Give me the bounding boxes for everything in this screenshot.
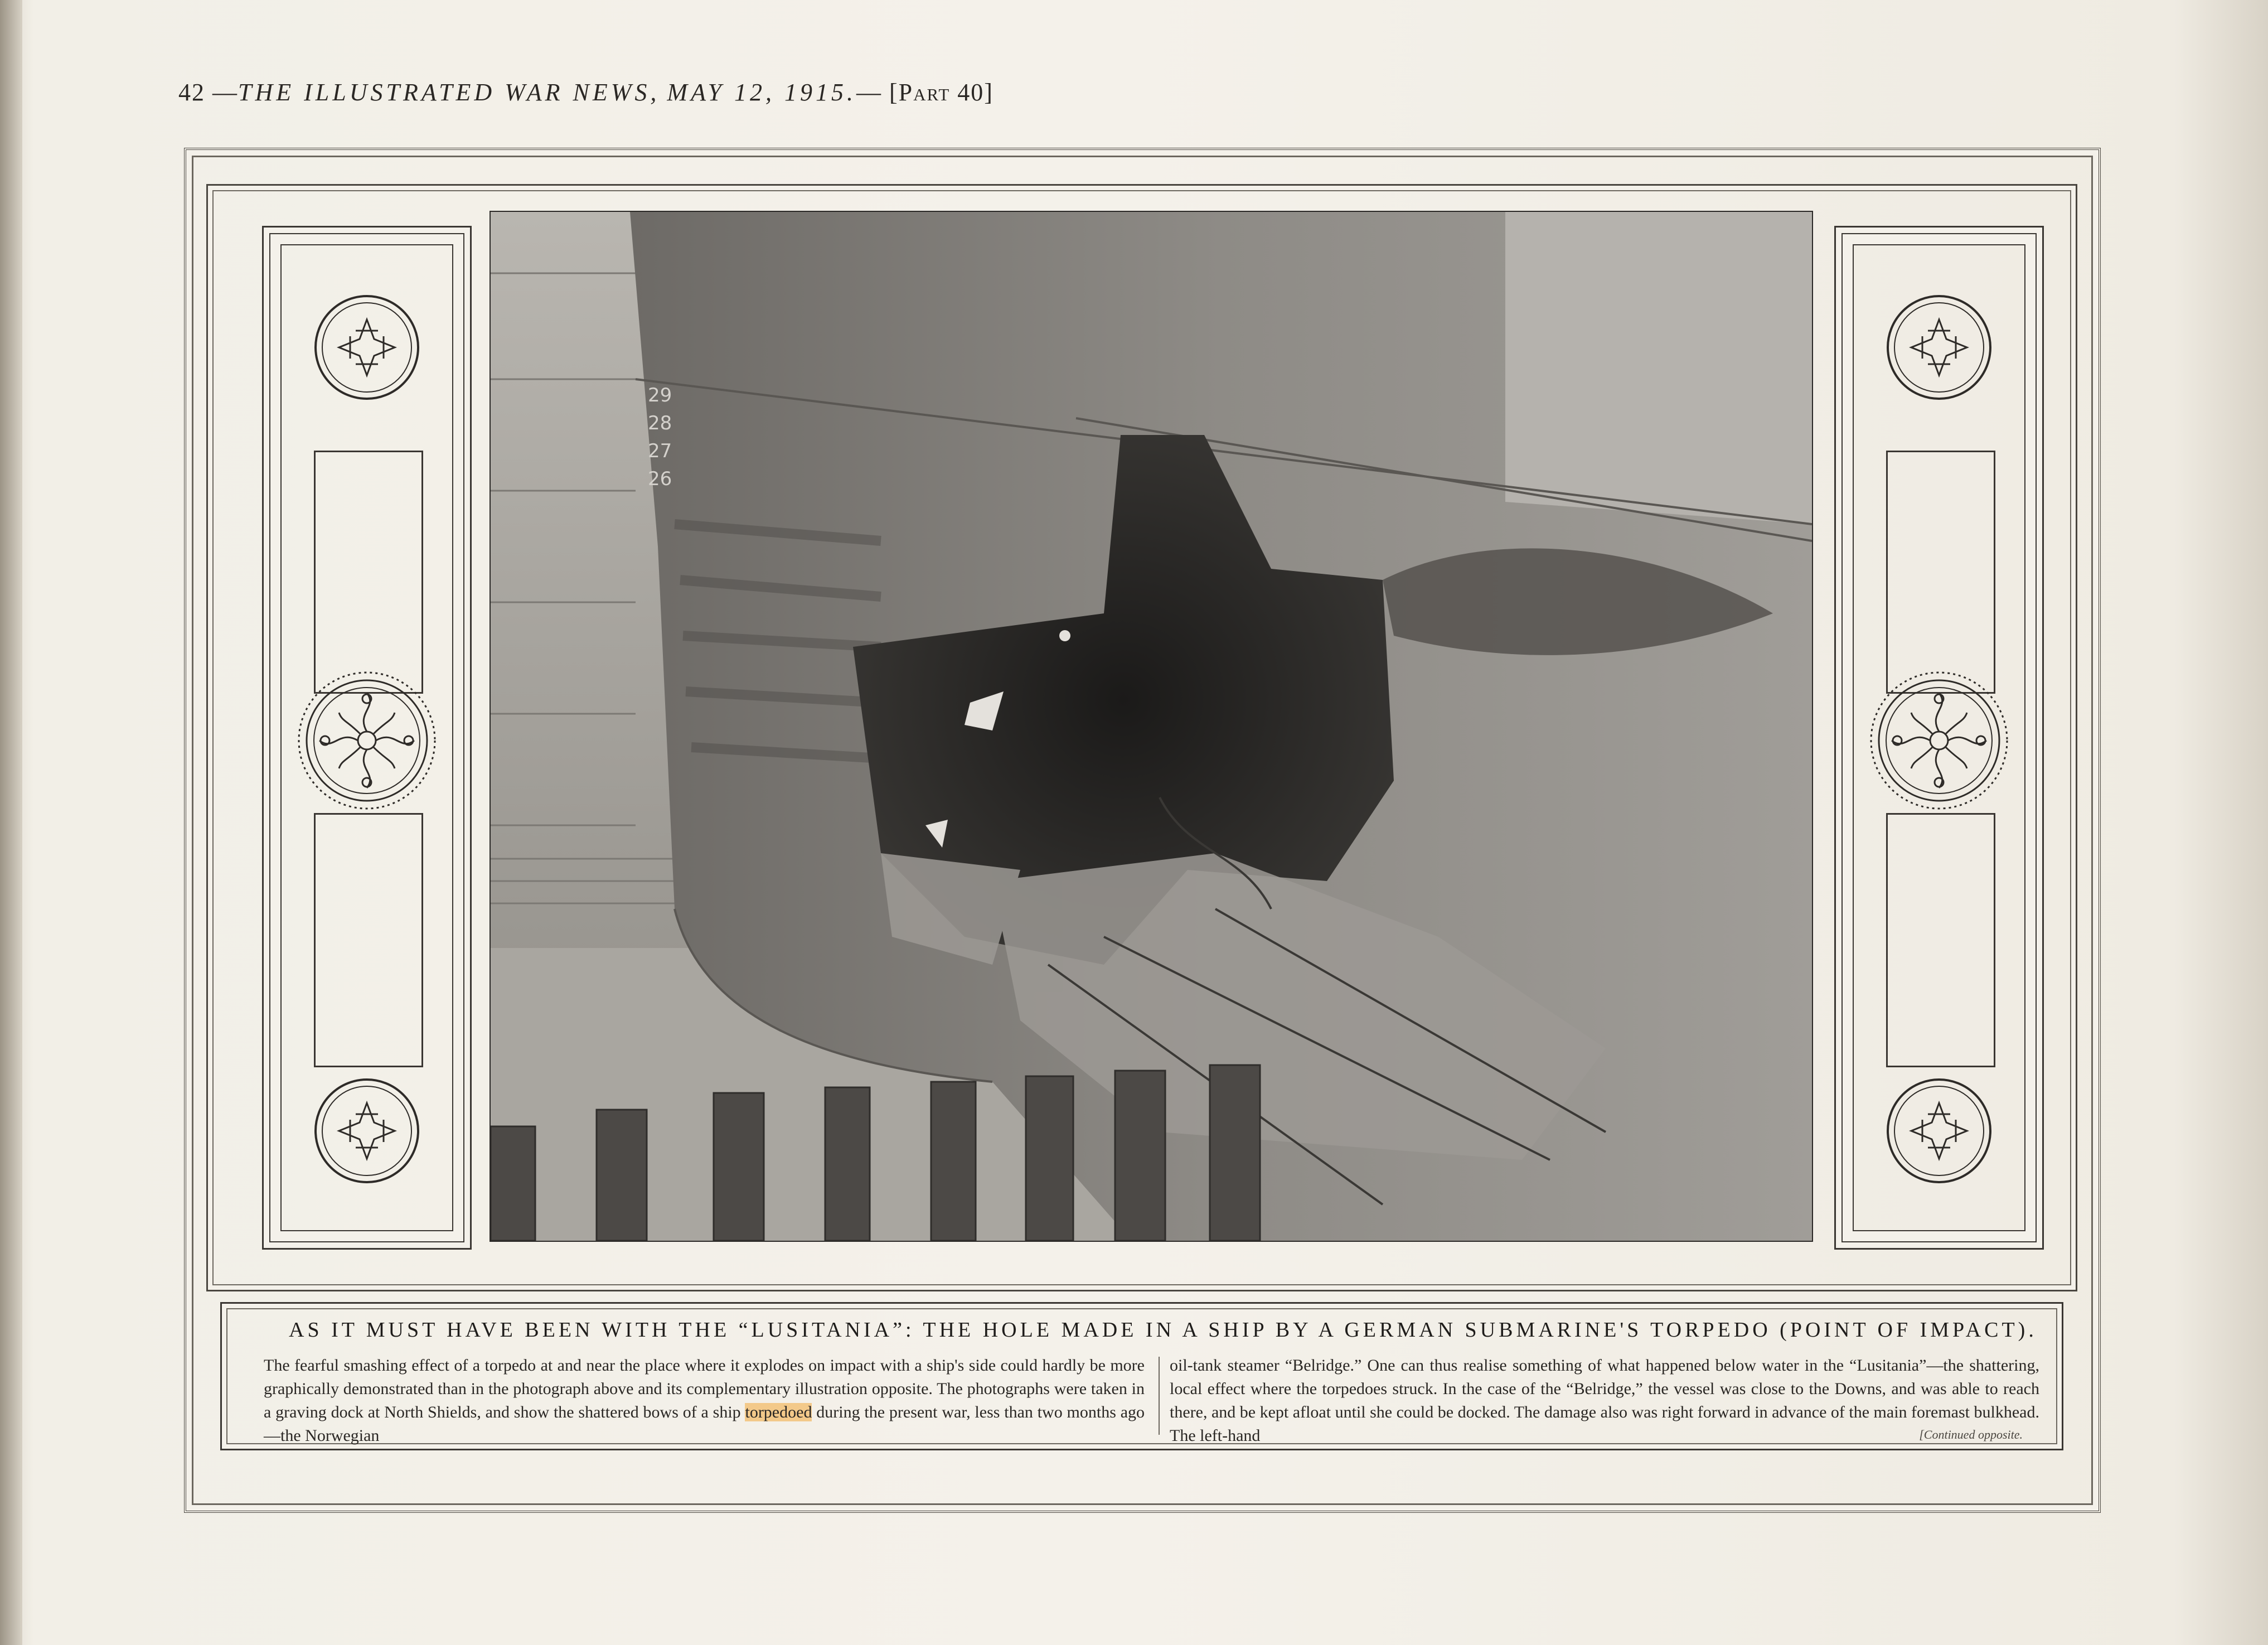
part-number: [Part 40] xyxy=(889,79,994,106)
continued-note: [Continued opposite. xyxy=(1919,1428,2023,1441)
floral-medallion-icon xyxy=(1867,668,2012,813)
torpedo-damage-photograph xyxy=(490,211,1813,1242)
caption-column-right: oil-tank steamer “Belridge.” One can thus realise something of what happened below water in the “Lusitania”—the shattering, local effect where the torpedoes struck. In the case of the “Belridge,” the vessel was close to the Downs, and was able to reach there, and be kept afloat until she could be docked. The damage also was right forward in advance of the main foremast bulkhead. The left-hand xyxy=(1170,1356,2039,1445)
issue-date: MAY 12, 1915. xyxy=(667,79,856,106)
cross-medallion-icon xyxy=(1881,289,1998,406)
ship-hull-photo-image xyxy=(491,212,1812,1241)
caption-headline: AS IT MUST HAVE BEEN WITH THE “LUSITANIA”: THE HOLE MADE IN A SHIP BY A GERMAN SUBMARINE'S TORPEDO (POINT OF IMPACT). xyxy=(289,1318,2037,1342)
caption-column-left xyxy=(264,1354,1145,1448)
floral-medallion-icon xyxy=(294,668,439,813)
right-ornamental-panel xyxy=(1834,226,2044,1250)
cross-medallion-icon xyxy=(1881,1072,1998,1189)
hull-draught-mark: 29 xyxy=(648,384,672,407)
caption-box xyxy=(220,1302,2063,1450)
hull-draught-mark: 28 xyxy=(648,412,672,434)
caption-text: The fearful smashing effect of a torpedo at and near the place where it explodes on impact with a ship's side could hardly be more graphically demonstrated than in the photograph above and its complementary illustration opposite. The photographs were taken in a graving dock at North Shields, and show the shattered bows of a ship xyxy=(264,1356,1145,1421)
cross-medallion-icon xyxy=(308,289,425,406)
panel-rail-upper xyxy=(314,451,423,694)
column-divider xyxy=(1159,1357,1160,1435)
page-number: 42 xyxy=(178,79,205,106)
left-ornamental-panel xyxy=(262,226,472,1250)
hull-draught-mark: 27 xyxy=(648,440,672,462)
hull-draught-mark: 26 xyxy=(648,468,672,490)
book-spine xyxy=(0,0,22,1645)
caption-text: during the present war, less than two months ago—the Norwegian xyxy=(264,1403,1145,1445)
panel-rail-lower xyxy=(1886,813,1995,1067)
cross-medallion-icon xyxy=(308,1072,425,1189)
highlighted-word: torpedoed xyxy=(745,1403,812,1421)
panel-rail-upper xyxy=(1886,451,1995,694)
running-head: 42 —THE ILLUSTRATED WAR NEWS, MAY 12, 1915.— [Part 40] xyxy=(178,79,994,106)
publication-title: THE ILLUSTRATED WAR NEWS, xyxy=(238,79,660,106)
panel-rail-lower xyxy=(314,813,423,1067)
